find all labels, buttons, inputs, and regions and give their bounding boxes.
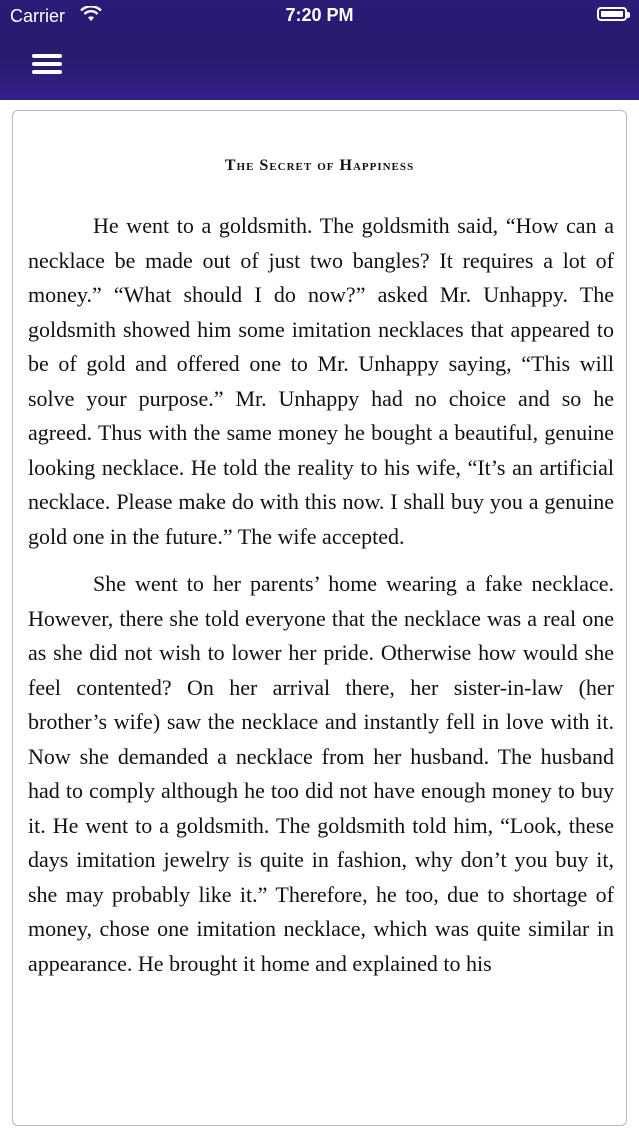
- carrier-label: Carrier: [10, 6, 66, 26]
- chapter-title: The Secret of Happiness: [224, 157, 415, 174]
- clock-time: 7:20 PM: [285, 5, 354, 25]
- navigation-bar: [0, 0, 639, 100]
- reader-page[interactable]: [12, 110, 627, 1126]
- battery-icon: [597, 7, 627, 21]
- hamburger-menu-icon[interactable]: [26, 50, 68, 80]
- paragraph: He went to a goldsmith. The goldsmith said, “How can a necklace be made out of just two bangles? It requires a lot of money.” “What should I do now?” asked Mr. Unhappy. The goldsmith showed him some imitation necklaces that appeared to be of gold and offered one to Mr. Unhappy saying, “This will solve your purpose.” Mr. Unhappy had no choice and so he agreed. Thus with the same money he bought a beautiful, genuine looking necklace. He told the reality to his wife, “It’s an artificial necklace. Please make do with this now. I shall buy you a genuine gold one in the future.” The wife accepted.: [28, 213, 614, 549]
- paragraph: She went to her parents’ home wearing a fake necklace. However, there she told everyone that the necklace was a real one as she did not wish to lower her pride. Otherwise how would she feel contented? On her arrival there, her sister-in-law (her brother’s wife) saw the necklace and instantly fell in love with it. Now she demanded a necklace from her husband. The husband had to comply although he too did not have enough money to buy it. He went to a goldsmith. The goldsmith told him, “Look, these days imitation jewelry is quite in fashion, why don’t you buy it, she may probably like it.” Therefore, he too, due to shortage of money, chose one imitation necklace, which was quite similar in appearance. He brought it home and explained to his: [28, 571, 614, 976]
- status-bar: [0, 0, 639, 32]
- chapter-text: [28, 209, 614, 994]
